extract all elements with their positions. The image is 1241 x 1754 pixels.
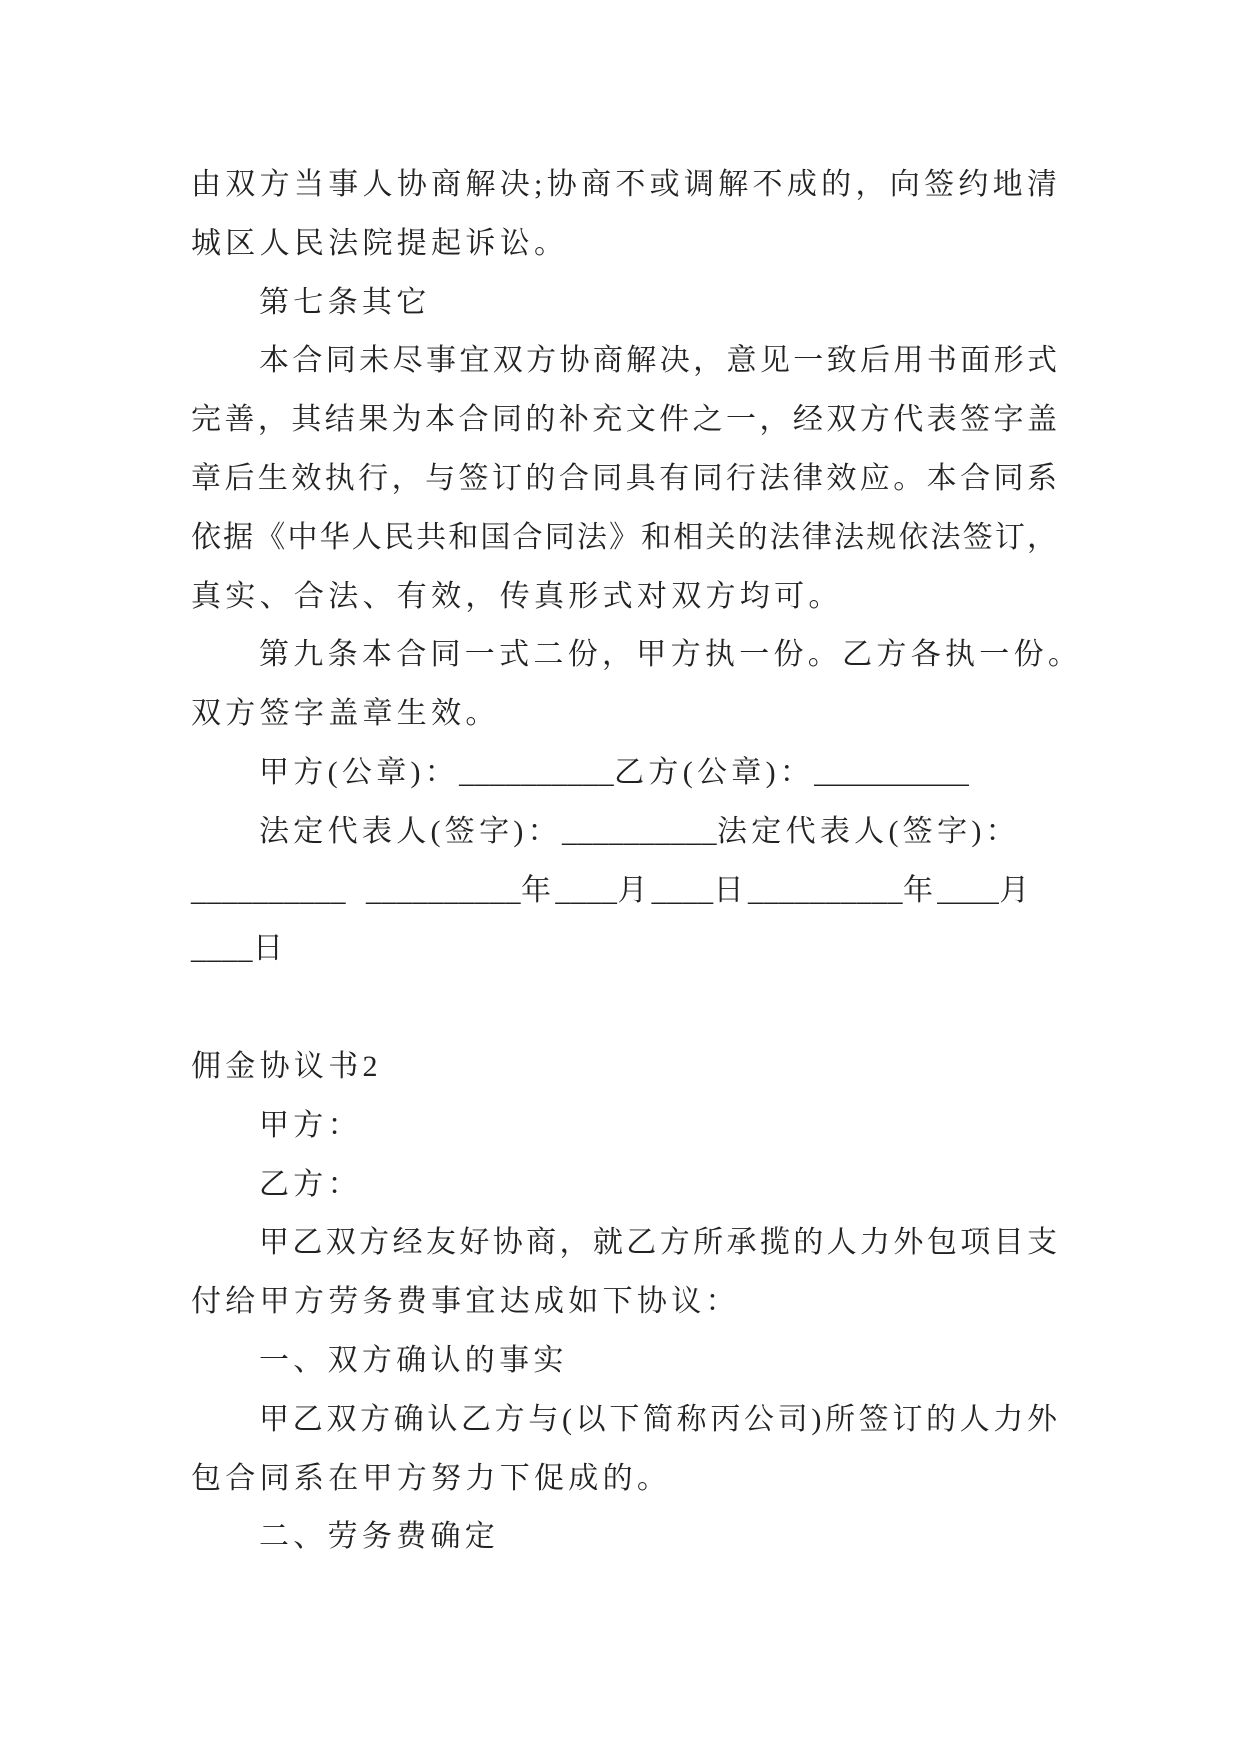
agreement-title: 佣金协议书2 — [191, 1049, 382, 1083]
article-7-body-line: 本合同未尽事宜双方协商解决，意见一致后用书面形式 — [259, 344, 1058, 378]
section-1-body-line: 甲乙双方确认乙方与(以下简称丙公司)所签订的人力外 — [259, 1402, 1058, 1436]
party-b-day-label: 日 — [253, 932, 288, 966]
party-a-month-blank: ____ — [555, 873, 618, 907]
party-b-seal-label: 乙方(公章)： — [614, 755, 815, 789]
article-7-body-line: 章后生效执行，与签订的合同具有同行法律效应。本合同系 — [191, 461, 1058, 495]
article-7-body-line: 真实、合法、有效，传真形式对双方均可。 — [191, 579, 843, 613]
seal-line — [191, 744, 1058, 803]
party-b-year-blank: __________ — [747, 873, 903, 907]
party-a-day-blank: ____ — [651, 873, 714, 907]
section-2-heading: 二、劳务费确定 — [259, 1520, 500, 1554]
section-1-heading: 一、双方确认的事实 — [259, 1343, 568, 1377]
party-b-representative-blank: __________ — [191, 873, 346, 907]
document-body — [191, 156, 1083, 1567]
party-b-representative-label: 法定代表人(签字)： — [716, 814, 1020, 848]
commission-agreement-2 — [191, 1038, 1058, 1567]
date-line — [191, 862, 1058, 921]
article-9-line: 双方签字盖章生效。 — [191, 697, 500, 731]
date-line-continued — [191, 920, 1058, 979]
article-7-body-line: 依据《中华人民共和国合同法》和相关的法律法规依法签订， — [191, 520, 1058, 554]
dispute-clause-line: 城区人民法院提起诉讼。 — [191, 226, 569, 260]
party-a-year-blank: __________ — [366, 873, 521, 907]
intro-line: 甲乙双方经友好协商，就乙方所承揽的人力外包项目支 — [259, 1226, 1058, 1260]
article-7-body-line: 完善，其结果为本合同的补充文件之一，经双方代表签字盖 — [191, 403, 1058, 437]
contract-continuation — [191, 156, 1083, 979]
party-b-month-label: 月 — [999, 873, 1034, 907]
party-b-month-blank: ____ — [937, 873, 1000, 907]
article-7-heading: 第七条其它 — [259, 285, 431, 319]
party-b-year-label: 年 — [902, 873, 938, 907]
party-b-label: 乙方： — [259, 1167, 362, 1201]
party-b-seal-blank: __________ — [814, 755, 970, 789]
section-gap — [191, 979, 1058, 1038]
party-a-label: 甲方： — [259, 1108, 362, 1142]
party-a-year-label: 年 — [521, 873, 556, 907]
party-a-day-label: 日 — [713, 873, 748, 907]
party-a-month-label: 月 — [617, 873, 652, 907]
party-a-seal-label: 甲方(公章)： — [259, 755, 460, 789]
party-a-seal-blank: __________ — [459, 755, 615, 789]
dispute-clause-line: 由双方当事人协商解决;协商不或调解不成的，向签约地清 — [191, 168, 1058, 201]
party-a-representative-label: 法定代表人(签字)： — [259, 814, 562, 848]
party-a-representative-blank: __________ — [561, 814, 717, 848]
section-1-body-line: 包合同系在甲方努力下促成的。 — [191, 1461, 672, 1495]
article-9-line: 第九条本合同一式二份，甲方执一份。乙方各执一份。 — [259, 638, 1083, 672]
intro-line: 付给甲方劳务费事宜达成如下协议： — [191, 1285, 740, 1319]
party-b-day-blank: ____ — [191, 932, 253, 966]
representative-line — [191, 803, 1058, 862]
